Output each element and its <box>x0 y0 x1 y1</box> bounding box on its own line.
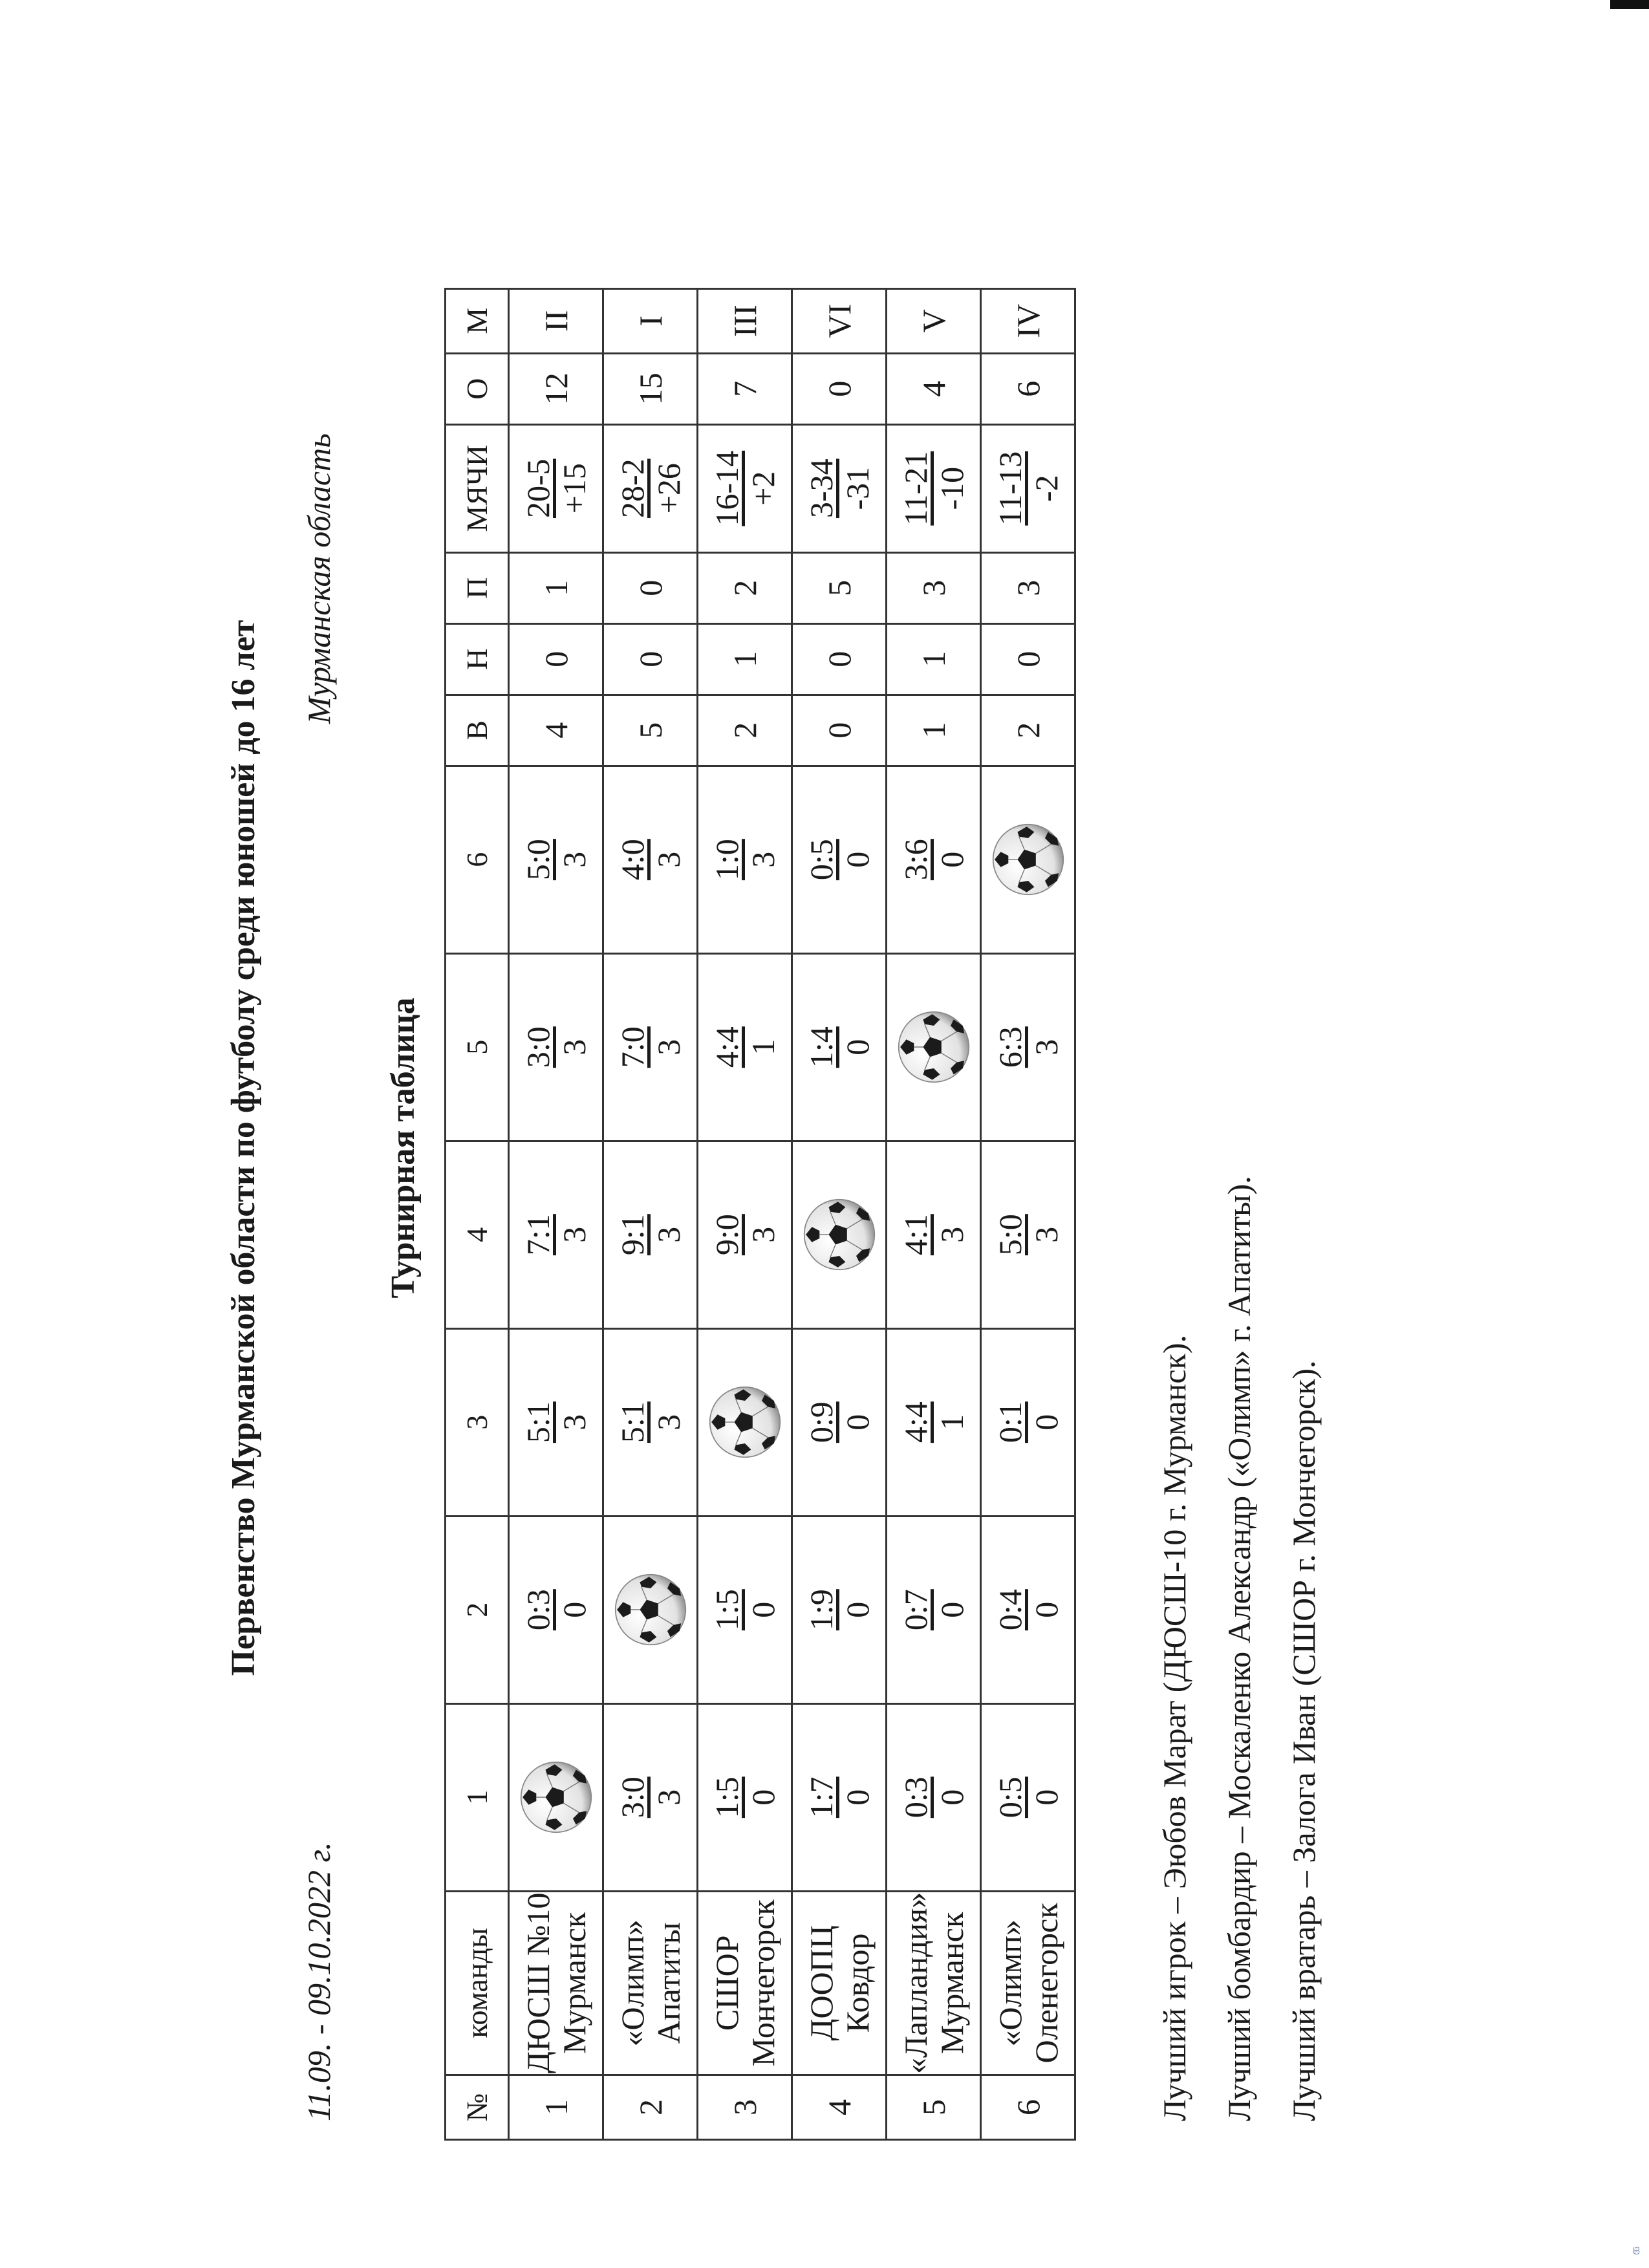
match-score: 5:0 <box>519 839 556 881</box>
diagonal-cell <box>792 1141 887 1328</box>
match-result <box>887 766 981 953</box>
match-score: 0:5 <box>991 1777 1028 1819</box>
match-score: 1:5 <box>708 1589 745 1631</box>
match-points: 3 <box>933 1226 970 1243</box>
header-row <box>446 288 509 2139</box>
team-city: Апатиты <box>650 1922 687 2044</box>
match-score: 3:6 <box>897 839 934 881</box>
match-points: 3 <box>650 851 687 868</box>
match-result <box>603 1703 698 1891</box>
goals-for-against: 16-14 <box>708 450 745 526</box>
team-name: «Олимп» <box>991 1919 1028 2047</box>
team-city: Мурманск <box>555 1912 592 2054</box>
match-result <box>698 953 792 1141</box>
place-cell: V <box>887 288 981 353</box>
place-cell: II <box>509 288 603 353</box>
best-player-note: Лучший игрок – Эюбов Марат (ДЮСШ-10 г. Мурманск). <box>1156 1335 1192 2121</box>
draws-cell: 0 <box>792 623 887 695</box>
table-row <box>698 288 792 2139</box>
header-col-4: 4 <box>446 1141 509 1328</box>
standings-table <box>444 288 1076 2141</box>
match-result <box>887 1328 981 1516</box>
match-score: 0:4 <box>991 1589 1028 1631</box>
table-subtitle: Турнирная таблица <box>385 997 422 1299</box>
match-result <box>792 1703 887 1891</box>
header-col-6: 6 <box>446 766 509 953</box>
match-points: 3 <box>650 1789 687 1806</box>
table-row <box>603 288 698 2139</box>
match-score: 7:0 <box>614 1026 651 1068</box>
draws-cell: 0 <box>981 623 1075 695</box>
scanner-edge-mark <box>1610 0 1649 9</box>
match-points: 0 <box>555 1601 592 1618</box>
match-score: 0:3 <box>519 1589 556 1631</box>
match-points: 0 <box>1028 1789 1064 1806</box>
goals-for-against: 3-34 <box>803 459 839 519</box>
soccer-ball-icon <box>896 1009 972 1085</box>
team-cell <box>792 1891 887 2075</box>
rotated-content <box>150 136 1346 2160</box>
header-number: № <box>446 2075 509 2140</box>
match-points: 0 <box>933 851 970 868</box>
match-points: 1 <box>933 1414 970 1431</box>
match-score: 4:4 <box>897 1401 934 1443</box>
row-number: 4 <box>792 2075 887 2140</box>
match-result <box>509 1516 603 1703</box>
losses-cell: 3 <box>981 552 1075 623</box>
match-points: 0 <box>744 1789 781 1806</box>
match-score: 1:5 <box>708 1777 745 1819</box>
header-points: О <box>446 353 509 424</box>
goal-difference: -31 <box>839 466 876 510</box>
match-result <box>887 1516 981 1703</box>
wins-cell: 0 <box>792 695 887 766</box>
header-col-1: 1 <box>446 1703 509 1891</box>
points-cell: 12 <box>509 353 603 424</box>
team-city: Мурманск <box>933 1912 970 2054</box>
diagonal-cell <box>698 1328 792 1516</box>
losses-cell: 0 <box>603 552 698 623</box>
match-score: 1:0 <box>708 839 745 881</box>
team-name: «Олимп» <box>614 1919 651 2047</box>
match-score: 5:0 <box>991 1214 1028 1256</box>
wins-cell: 2 <box>698 695 792 766</box>
match-points: 0 <box>744 1601 781 1618</box>
match-points: 0 <box>839 1414 876 1431</box>
match-result <box>792 766 887 953</box>
header-col-5: 5 <box>446 953 509 1141</box>
best-goalkeeper-note: Лучший вратарь – Залога Иван (СШОР г. Мончегорск). <box>1286 1360 1322 2121</box>
match-result <box>603 1141 698 1328</box>
match-points: 0 <box>1028 1414 1064 1431</box>
match-result <box>981 1328 1075 1516</box>
header-teams: команды <box>446 1891 509 2075</box>
diagonal-cell <box>509 1703 603 1891</box>
match-result <box>698 1141 792 1328</box>
team-name: «Лапландия» <box>897 1892 934 2074</box>
match-result <box>698 766 792 953</box>
match-score: 0:5 <box>803 839 839 881</box>
match-points: 0 <box>839 1039 876 1055</box>
row-number: 3 <box>698 2075 792 2140</box>
match-score: 0:9 <box>803 1401 839 1443</box>
wins-cell: 4 <box>509 695 603 766</box>
team-cell <box>509 1891 603 2075</box>
place-cell: III <box>698 288 792 353</box>
match-score: 4:4 <box>708 1026 745 1068</box>
soccer-ball-icon <box>612 1571 689 1648</box>
match-result <box>603 766 698 953</box>
match-points: 3 <box>555 1226 592 1243</box>
team-cell <box>698 1891 792 2075</box>
match-points: 0 <box>839 1601 876 1618</box>
goals-cell <box>887 424 981 552</box>
table-row <box>887 288 981 2139</box>
goal-difference: -2 <box>1028 475 1064 502</box>
points-cell: 0 <box>792 353 887 424</box>
match-score: 9:0 <box>708 1214 745 1256</box>
row-number: 2 <box>603 2075 698 2140</box>
points-cell: 4 <box>887 353 981 424</box>
header-place: М <box>446 288 509 353</box>
corner-mark: ଞ <box>1632 2244 1640 2257</box>
match-result <box>603 953 698 1141</box>
table-row <box>792 288 887 2139</box>
team-name: ДООПЦ <box>803 1925 839 2041</box>
team-cell <box>887 1891 981 2075</box>
team-cell <box>603 1891 698 2075</box>
match-result <box>981 1141 1075 1328</box>
header-wins: В <box>446 695 509 766</box>
draws-cell: 1 <box>887 623 981 695</box>
goals-cell <box>603 424 698 552</box>
header-losses: П <box>446 552 509 623</box>
row-number: 5 <box>887 2075 981 2140</box>
losses-cell: 5 <box>792 552 887 623</box>
diagonal-cell <box>887 953 981 1141</box>
match-result <box>509 766 603 953</box>
row-number: 1 <box>509 2075 603 2140</box>
goals-for-against: 11-13 <box>991 451 1028 526</box>
points-cell: 7 <box>698 353 792 424</box>
match-score: 5:1 <box>614 1401 651 1443</box>
points-cell: 6 <box>981 353 1075 424</box>
goals-for-against: 11-21 <box>897 451 934 526</box>
draws-cell: 0 <box>509 623 603 695</box>
match-score: 0:1 <box>991 1401 1028 1443</box>
match-score: 1:9 <box>803 1589 839 1631</box>
header-col-3: 3 <box>446 1328 509 1516</box>
points-cell: 15 <box>603 353 698 424</box>
goals-for-against: 20-5 <box>519 459 556 519</box>
goal-difference: +2 <box>744 471 781 506</box>
match-score: 1:7 <box>803 1777 839 1819</box>
match-points: 3 <box>744 1226 781 1243</box>
place-cell: IV <box>981 288 1075 353</box>
soccer-ball-icon <box>707 1384 783 1460</box>
match-points: 0 <box>839 851 876 868</box>
wins-cell: 5 <box>603 695 698 766</box>
team-city: Мончегорск <box>744 1899 781 2067</box>
team-name: ДЮСШ №10 <box>519 1892 556 2074</box>
match-score: 6:3 <box>991 1026 1028 1068</box>
losses-cell: 1 <box>509 552 603 623</box>
match-result <box>698 1516 792 1703</box>
match-points: 0 <box>933 1601 970 1618</box>
goals-cell <box>509 424 603 552</box>
match-result <box>887 1703 981 1891</box>
goals-cell <box>792 424 887 552</box>
place-cell: I <box>603 288 698 353</box>
match-score: 0:3 <box>897 1777 934 1819</box>
losses-cell: 2 <box>698 552 792 623</box>
draws-cell: 1 <box>698 623 792 695</box>
match-result <box>698 1703 792 1891</box>
goal-difference: +26 <box>650 463 687 514</box>
match-score: 1:4 <box>803 1026 839 1068</box>
tournament-dates: 11.09. - 09.10.2022 г. <box>301 1842 337 2121</box>
header-goals: МЯЧИ <box>446 424 509 552</box>
match-points: 3 <box>650 1226 687 1243</box>
match-points: 3 <box>555 1039 592 1055</box>
match-points: 1 <box>744 1039 781 1055</box>
match-result <box>509 1141 603 1328</box>
match-result <box>792 1516 887 1703</box>
row-number: 6 <box>981 2075 1075 2140</box>
match-result <box>981 953 1075 1141</box>
goals-cell <box>698 424 792 552</box>
match-points: 3 <box>650 1414 687 1431</box>
header-col-2: 2 <box>446 1516 509 1703</box>
match-result <box>509 1328 603 1516</box>
document-title: Первенство Мурманской области по футболу среди юношей до 16 лет <box>225 620 262 1676</box>
match-score: 3:0 <box>519 1026 556 1068</box>
match-score: 3:0 <box>614 1777 651 1819</box>
diagonal-cell <box>603 1516 698 1703</box>
match-result <box>509 953 603 1141</box>
team-city: Оленегорск <box>1028 1903 1064 2064</box>
region-name: Мурманская область <box>301 433 337 724</box>
wins-cell: 1 <box>887 695 981 766</box>
match-result <box>981 1516 1075 1703</box>
match-result <box>887 1141 981 1328</box>
goal-difference: -10 <box>933 466 970 510</box>
team-city: Ковдор <box>839 1933 876 2033</box>
match-result <box>792 953 887 1141</box>
match-points: 0 <box>839 1789 876 1806</box>
table-row <box>981 288 1075 2139</box>
match-score: 9:1 <box>614 1214 651 1256</box>
match-score: 4:1 <box>897 1214 934 1256</box>
match-score: 5:1 <box>519 1401 556 1443</box>
diagonal-cell <box>981 766 1075 953</box>
wins-cell: 2 <box>981 695 1075 766</box>
match-points: 3 <box>555 1414 592 1431</box>
losses-cell: 3 <box>887 552 981 623</box>
match-result <box>792 1328 887 1516</box>
match-points: 3 <box>1028 1226 1064 1243</box>
goals-cell <box>981 424 1075 552</box>
match-points: 3 <box>1028 1039 1064 1055</box>
goal-difference: +15 <box>555 463 592 514</box>
match-points: 3 <box>555 851 592 868</box>
best-scorer-note: Лучший бомбардир – Москаленко Александр («Олимп» г. Апатиты). <box>1221 1176 1257 2121</box>
goals-for-against: 28-2 <box>614 459 651 519</box>
match-points: 3 <box>650 1039 687 1055</box>
match-points: 0 <box>933 1789 970 1806</box>
team-name: СШОР <box>708 1935 745 2031</box>
header-draws: Н <box>446 623 509 695</box>
soccer-ball-icon <box>990 821 1066 898</box>
match-score: 4:0 <box>614 839 651 881</box>
soccer-ball-icon <box>518 1759 594 1835</box>
match-points: 3 <box>744 851 781 868</box>
soccer-ball-icon <box>801 1196 878 1273</box>
team-cell <box>981 1891 1075 2075</box>
match-score: 7:1 <box>519 1214 556 1256</box>
match-score: 0:7 <box>897 1589 934 1631</box>
table-row <box>509 288 603 2139</box>
draws-cell: 0 <box>603 623 698 695</box>
match-points: 0 <box>1028 1601 1064 1618</box>
match-result <box>603 1328 698 1516</box>
match-result <box>981 1703 1075 1891</box>
place-cell: VI <box>792 288 887 353</box>
